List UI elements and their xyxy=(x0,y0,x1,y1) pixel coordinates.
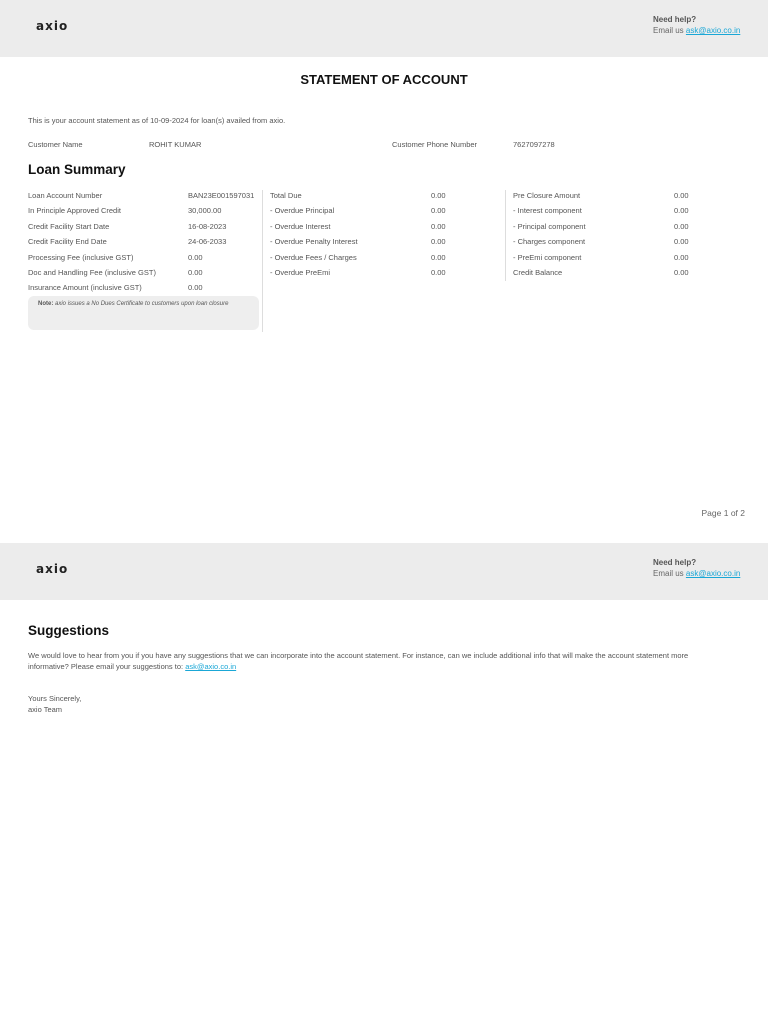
customer-phone-label: Customer Phone Number xyxy=(392,140,478,149)
help-title: Need help? xyxy=(653,558,697,567)
table-row: Doc and Handling Fee (inclusive GST) 0.00 xyxy=(28,267,203,277)
suggestions-email-link[interactable]: ask@axio.co.in xyxy=(185,662,237,671)
table-row: - Overdue Fees / Charges 0.00 xyxy=(270,252,446,262)
customer-name-label: Customer Name xyxy=(28,140,83,149)
help-block xyxy=(653,557,740,579)
table-row: - Overdue Interest 0.00 xyxy=(270,221,446,231)
loan-summary-title: Loan Summary xyxy=(28,162,126,177)
no-dues-note xyxy=(28,296,259,330)
note-label: Note: xyxy=(38,301,54,307)
suggestions-title: Suggestions xyxy=(28,623,110,638)
statement-intro: This is your account statement as of 10-09-2024 for loan(s) availed from axio. xyxy=(28,116,286,125)
help-prefix: Email us xyxy=(653,569,684,578)
table-row: Processing Fee (inclusive GST) 0.00 xyxy=(28,252,203,262)
page-header xyxy=(0,0,768,57)
dues-column xyxy=(270,191,500,283)
team-name: axio Team xyxy=(28,705,63,714)
table-row: Credit Balance 0.00 xyxy=(513,267,689,277)
axio-logo: axio xyxy=(36,19,69,33)
axio-logo: axio xyxy=(36,562,69,576)
customer-phone-value: 7627097278 xyxy=(513,140,555,149)
help-prefix: Email us xyxy=(653,26,684,35)
table-row: Total Due 0.00 xyxy=(270,191,446,200)
page-number: Page 1 of 2 xyxy=(701,508,745,518)
closing-text: Yours Sincerely, xyxy=(28,694,82,703)
table-row: - Overdue Principal 0.00 xyxy=(270,206,446,216)
table-row: In Principle Approved Credit 30,000.00 xyxy=(28,206,222,216)
help-title: Need help? xyxy=(653,15,697,24)
column-divider xyxy=(262,190,263,332)
table-row: Pre Closure Amount 0.00 xyxy=(513,191,689,200)
help-email-link[interactable]: ask@axio.co.in xyxy=(685,569,741,578)
help-block xyxy=(653,14,740,36)
document-title: STATEMENT OF ACCOUNT xyxy=(300,72,468,87)
signoff xyxy=(28,693,81,715)
table-row: - Principal component 0.00 xyxy=(513,221,689,231)
table-row: - Overdue PreEmi 0.00 xyxy=(270,267,446,277)
table-row: - Interest component 0.00 xyxy=(513,206,689,216)
table-row: Loan Account Number BAN23E001597031 xyxy=(28,191,255,200)
suggestions-text: We would love to hear from you if you have any suggestions that we can incorporate into the account statement. For instance, can we include additional info that will make the account statement more informative? Please email your suggestions to: ask@axio.co.in xyxy=(28,651,689,671)
table-row: Credit Facility Start Date 16-08-2023 xyxy=(28,221,227,231)
page-header xyxy=(0,543,768,600)
note-text: axio issues a No Dues Certificate to customers upon loan closure xyxy=(55,301,229,307)
table-row: Credit Facility End Date 24-06-2033 xyxy=(28,237,227,247)
table-row: - PreEmi component 0.00 xyxy=(513,252,689,262)
column-divider xyxy=(505,190,506,281)
table-row: - Overdue Penalty Interest 0.00 xyxy=(270,237,446,247)
table-row: Insurance Amount (inclusive GST) 0.00 xyxy=(28,283,203,293)
help-email-link[interactable]: ask@axio.co.in xyxy=(685,26,741,35)
customer-name-value: ROHIT KUMAR xyxy=(149,140,202,149)
loan-details-column xyxy=(28,191,258,299)
preclosure-column xyxy=(513,191,743,283)
table-row: - Charges component 0.00 xyxy=(513,237,689,247)
